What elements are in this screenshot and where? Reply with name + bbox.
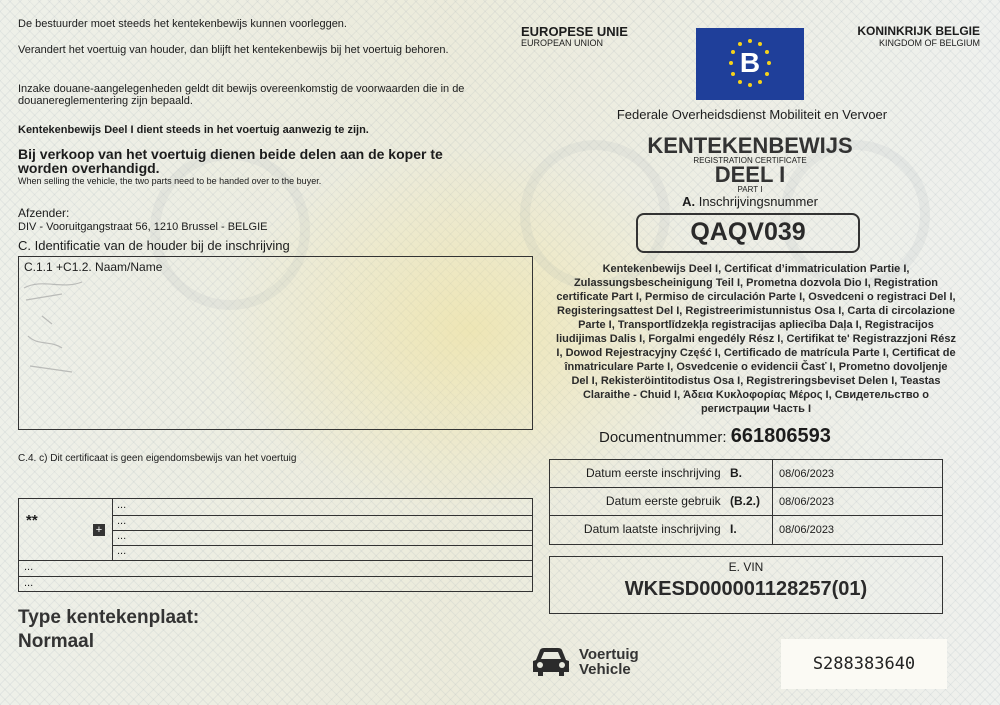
holder-name-label: C.1.1 +C1.2. Naam/Name — [24, 260, 163, 274]
date-value-last-registration: 08/06/2023 — [779, 524, 835, 536]
code-cell-2: ... — [117, 515, 127, 527]
date-row-first-use: Datum eerste gebruik (B.2.) — [605, 494, 760, 508]
code-cell-6: ... — [24, 577, 34, 589]
code-cell-4: ... — [117, 545, 127, 557]
vin-label: E. VIN — [728, 560, 764, 574]
notice-line-1: De bestuurder moet steeds het kentekenbewijs kunnen voorleggen. — [18, 18, 347, 30]
agency-name: Federale Overheidsdienst Mobiliteit en Vervoer — [616, 107, 888, 122]
vehicle-type-nl: Voertuig — [579, 646, 639, 663]
document-number — [599, 425, 831, 448]
title-part: DEEL I — [714, 162, 786, 187]
reg-number-label: A. Inschrijvingsnummer — [682, 194, 818, 209]
c4-note: C.4. c) Dit certificaat is geen eigendomsbewijs van het voertuig — [18, 453, 297, 464]
code-cell-5: ... — [24, 561, 34, 573]
holder-section-label: C. Identificatie van de houder bij de inschrijving — [18, 238, 290, 253]
document-number-value: 661806593 — [730, 425, 831, 447]
sale-notice: Bij verkoop van het voertuig dienen beide delen aan de koper te worden overhandigd. — [18, 146, 443, 176]
eu-label: EUROPESE UNIE — [521, 24, 628, 39]
plate-type-label: Type kentekenplaat: — [18, 607, 200, 628]
multilingual-title-list: Kentekenbewijs Deel I, Certificat d’immatriculation Partie I, Zulassungsbescheinigung Teil I, Prometna dozvola Dio I, Registration certificate Part I, Permiso de circulación Parte I, Osvedceni o registraci Del I, Registeringsattest Del I, Registreerimistunnistus Osa I, Carta di circolazione Parte I, Transportlīdzekļa registracijas apliecība Daļa I, Registracijos liudijimas Dalis I, Forgalmi engedély Rész I, Certifikat te' Registrazzjoni Rész I, Dowod Rejestracyjny Część I, Certificado de matrícula Parte I, Certificat de înmatriculare Parte I, Osvedcenie o evidencii Časť I, Prometno dovoljenje Del I, Rekisteröintitodistus Osa I, Registreringsbeviset Delen I, Teastas Claraithe - Chuid I, Άδεια Κυκλοφορίας Μέρος I, Свидетельство о регистрации Часть I — [556, 263, 956, 415]
kingdom-label-en: KINGDOM OF BELGIUM — [878, 38, 980, 48]
notice-line-3: Inzake douane-aangelegenheden geldt dit bewijs overeenkomstig de voorwaarden die in de douanereglementering zijn bepaald. — [18, 83, 465, 107]
date-row-first-registration: Datum eerste inschrijving B. — [585, 466, 742, 480]
code-stars: ** — [26, 512, 38, 529]
flag-letter: B — [739, 47, 761, 78]
title-main: KENTEKENBEWIJS — [647, 133, 853, 158]
sender-label: Afzender: — [18, 206, 70, 220]
title-sub: REGISTRATION CERTIFICATE — [693, 156, 807, 165]
document-number-label: Documentnummer: — [599, 429, 727, 446]
title-part-sub: PART I — [737, 185, 763, 194]
date-value-first-registration: 08/06/2023 — [779, 468, 835, 480]
date-row-last-registration: Datum laatste inschrijving I. — [583, 522, 737, 536]
registration-plate-number: QAQV039 — [636, 213, 860, 253]
plate-type-value: Normaal — [18, 631, 95, 652]
eu-label-en: EUROPEAN UNION — [521, 38, 604, 48]
eu-flag — [696, 28, 804, 100]
plus-mark: + — [93, 524, 105, 536]
vin-value: WKESD000001128257(01) — [624, 578, 868, 600]
code-cell-3: ... — [117, 530, 127, 542]
redaction-marks — [22, 276, 162, 386]
vehicle-type-en: Vehicle — [579, 661, 631, 678]
date-value-first-use: 08/06/2023 — [779, 496, 835, 508]
notice-line-4: Kentekenbewijs Deel I dient steeds in het voertuig aanwezig te zijn. — [18, 124, 369, 136]
car-icon — [530, 644, 572, 678]
kingdom-label: KONINKRIJK BELGIE — [857, 24, 980, 38]
serial-number: S288383640 — [781, 639, 947, 689]
code-cell-1: ... — [117, 499, 127, 511]
sale-notice-en: When selling the vehicle, the two parts need to be handed over to the buyer. — [18, 176, 322, 186]
sender-address: DIV - Vooruitgangstraat 56, 1210 Brussel - BELGIE — [18, 221, 268, 233]
notice-line-2: Verandert het voertuig van houder, dan blijft het kentekenbewijs bij het voertuig behoren. — [18, 44, 449, 56]
